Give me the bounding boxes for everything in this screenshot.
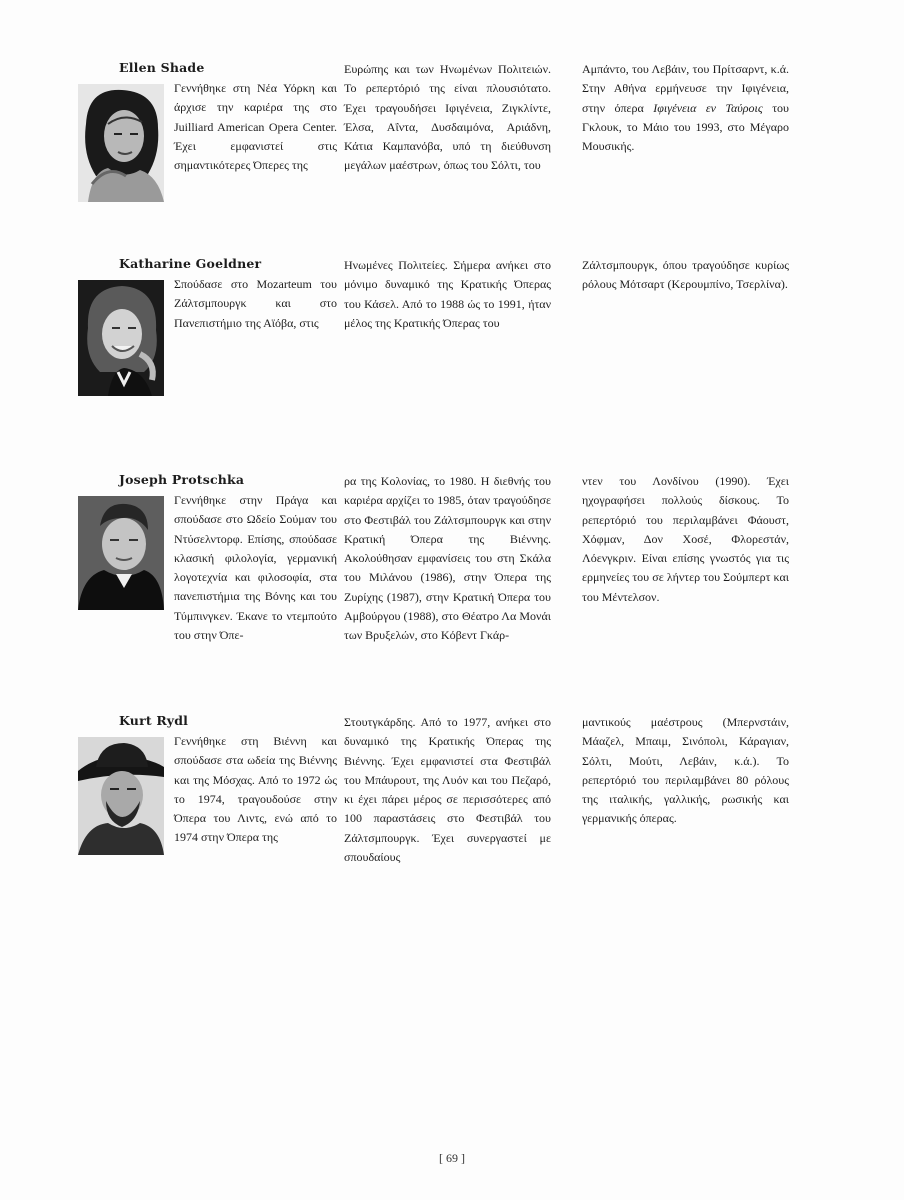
bio-column-3 xyxy=(582,713,789,829)
bio-column-3 xyxy=(582,256,789,295)
portrait-photo xyxy=(78,737,164,855)
portrait-katharine-goeldner xyxy=(78,280,164,396)
bio-column-1 xyxy=(174,79,337,175)
bio-column-1 xyxy=(174,732,337,848)
bio-text: Γεννήθηκε στη Βιέννη και σπούδασε στα ωδεία της Βιέννης και της Μόσχας. Από το 1972 ώς το 1974, τραγουδούσε στην Όπερα του Λιντς, ενώ από το 1974 στην Όπερα της xyxy=(174,734,337,845)
bio-text-part: Αμπάντο, του Λεβάιν, του Πρίτσαρντ, κ.ά. Στην Αθήνα ερμήνευσε την Ιφιγένεια, στην όπερα xyxy=(582,62,789,115)
bio-column-1 xyxy=(174,491,337,645)
bio-text xyxy=(582,60,789,156)
bio-text: ρα της Κολονίας, το 1980. Η διεθνής του καριέρα αρχίζει το 1985, όταν τραγούδησε στο Φεστιβάλ του Ζάλτσμπουργκ και στην Κρατική Όπερα της Βιέννης. Ακολούθησαν εμφανίσεις του στη Σκάλα του Μιλάνου (1986), στην Όπερα της Ζυρίχης (1987), στην Κρατική Όπερα του Αμβούργου (1988), στο Θέατρο Λα Μονάι των Βρυξελών, στο Κόβεντ Γκάρ- xyxy=(344,474,551,643)
bio-column-1 xyxy=(174,275,337,333)
portrait-kurt-rydl xyxy=(78,737,164,855)
bio-column-3 xyxy=(582,60,789,156)
bio-text: Ζάλτσμπουργκ, όπου τραγούδησε κυρίως ρόλους Μότσαρτ (Κερουμπίνο, Τσερλίνα). xyxy=(582,258,789,292)
portrait-photo xyxy=(78,280,164,396)
portrait-photo xyxy=(78,84,164,202)
performer-name: Katharine Goeldner xyxy=(119,256,262,271)
bio-column-2 xyxy=(344,713,551,867)
performer-name: Joseph Protschka xyxy=(119,472,245,487)
bio-text: Γεννήθηκε στην Πράγα και σπούδασε στο Ωδείο Σούμαν του Ντύσελντορφ. Επίσης, σπούδασε κλασική φιλολογία, γερμανική λογοτεχνία και φιλοσοφία, στα πανεπιστήμια της Βόνης και του Τύμπινγκεν. Έκανε το ντεμπούτο του στην Όπε- xyxy=(174,493,337,643)
bio-column-2 xyxy=(344,256,551,333)
bio-text: Ηνωμένες Πολιτείες. Σήμερα ανήκει στο μόνιμο δυναμικό της Κρατικής Όπερας του Κάσελ. Από το 1988 ώς το 1991, ήταν μέλος της Κρατικής Όπερας του xyxy=(344,258,551,330)
bio-text: Ευρώπης και των Ηνωμένων Πολιτειών. Το ρεπερτόριό της είναι πλουσιότατο. Έχει τραγουδήσει Ιφιγένεια, Ζιγκλίντε, Έλσα, Αΐντα, Δυσδαιμόνα, Αριάδνη, Κάτια Καμπανόβα, υπό τη διεύθυνση μεγάλων μαέστρων, όπως του Σόλτι, του xyxy=(344,62,551,173)
bio-text-part: του Γκλουκ, το Μάιο του 1993, στο Μέγαρο Μουσικής. xyxy=(582,100,789,154)
bio-text: ντεν του Λονδίνου (1990). Έχει ηχογραφήσει πολλούς δίσκους. Το ρεπερτόριό του περιλαμβάνει Φάουστ, Χόφμαν, Δον Χοσέ, Φλορεστάν, Λόενγκριν. Είναι επίσης γνωστός για τις ερμηνείες του σε λήντερ του Σούμπερτ και του Μέντελσον. xyxy=(582,474,789,604)
bio-column-3 xyxy=(582,472,789,607)
bio-column-2 xyxy=(344,60,551,176)
portrait-photo xyxy=(78,496,164,610)
portrait-ellen-shade xyxy=(78,84,164,202)
bio-text: Στουτγκάρδης. Από το 1977, ανήκει στο δυναμικό της Κρατικής Όπερας της Βιέννης. Έχει εμφανιστεί στα Φεστιβάλ του Μπάυρουτ, της Λυόν και του Πεζαρό, κι έχει πάρει μέρος σε περισσότερες από 100 παραστάσεις στο Φεστιβάλ του Ζάλτσμπουργκ. Έχει συνεργαστεί με σπουδαίους xyxy=(344,715,551,865)
page-number: [ 69 ] xyxy=(439,1151,465,1165)
performer-name: Ellen Shade xyxy=(119,60,205,75)
portrait-joseph-protschka xyxy=(78,496,164,610)
bio-text: μαντικούς μαέστρους (Μπερνστάιν, Μάαζελ, Μπαιμ, Σινόπολι, Κάραγιαν, Σόλτι, Μούτι, Λεβάιν, κ.ά.). Το ρεπερτόριό του περιλαμβάνει 80 ρόλους της ιταλικής, γαλλικής, ρωσικής και γερμανικής όπερας. xyxy=(582,715,789,826)
bio-text: Σπούδασε στο Mozarteum του Ζάλτσμπουργκ και στο Πανεπιστήμιο της Αϊόβα, στις xyxy=(174,277,337,330)
bio-column-2 xyxy=(344,472,551,646)
opera-title: Ιφιγένεια εν Ταύροις xyxy=(653,100,763,115)
bio-text: Γεννήθηκε στη Νέα Υόρκη και άρχισε την καριέρα της στο Juilliard American Opera Center. Έχει εμφανιστεί στις σημαντικότερες Όπερες της xyxy=(174,81,337,173)
performer-name: Kurt Rydl xyxy=(119,713,189,728)
